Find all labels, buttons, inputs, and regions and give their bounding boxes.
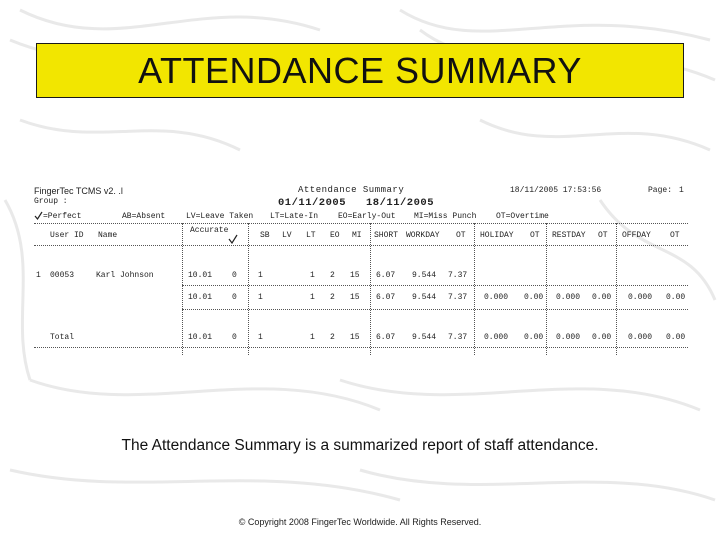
- row-lt: 1: [310, 293, 315, 302]
- row-accurate: 10.01: [188, 271, 213, 280]
- row-eo: 2: [330, 271, 335, 280]
- row-short: 6.07: [376, 293, 396, 302]
- row-workday: 9.544: [412, 333, 437, 342]
- legend-perfect: =Perfect: [43, 212, 82, 221]
- row-holiday-ot: 0.00: [524, 333, 544, 342]
- row-lv: 1: [258, 293, 263, 302]
- check-icon: [228, 234, 238, 244]
- row-holiday: 0.000: [484, 293, 509, 302]
- row-offday: 0.000: [628, 293, 653, 302]
- row-offday-ot: 0.00: [666, 293, 686, 302]
- col-mi: MI: [352, 231, 362, 240]
- row-sb: 0: [232, 293, 237, 302]
- legend-leave: LV=Leave Taken: [186, 212, 254, 221]
- slide-caption: The Attendance Summary is a summarized report of staff attendance.: [121, 437, 599, 454]
- page-label: Page:: [648, 186, 673, 195]
- row-offday: 0.000: [628, 333, 653, 342]
- row-ot: 7.37: [448, 271, 468, 280]
- row-offday-ot: 0.00: [666, 333, 686, 342]
- row-lt: 1: [310, 333, 315, 342]
- row-restday-ot: 0.00: [592, 293, 612, 302]
- col-eo: EO: [330, 231, 340, 240]
- row-sb: 0: [232, 271, 237, 280]
- report-title: Attendance Summary: [298, 185, 405, 195]
- row-restday: 0.000: [556, 293, 581, 302]
- row-ot: 7.37: [448, 293, 468, 302]
- group-label: Group :: [34, 197, 68, 206]
- col-lv: LV: [282, 231, 292, 240]
- row-holiday: 0.000: [484, 333, 509, 342]
- col-restday: RESTDAY: [552, 231, 586, 240]
- col-workday: WORKDAY: [406, 231, 440, 240]
- row-lv: 1: [258, 333, 263, 342]
- row-accurate: 10.01: [188, 333, 213, 342]
- row-short: 6.07: [376, 271, 396, 280]
- row-name: Karl Johnson: [96, 271, 154, 280]
- row-short: 6.07: [376, 333, 396, 342]
- row-mi: 15: [350, 333, 360, 342]
- col-ot: OT: [456, 231, 466, 240]
- row-mi: 15: [350, 271, 360, 280]
- row-accurate: 10.01: [188, 293, 213, 302]
- row-ot: 7.37: [448, 333, 468, 342]
- row-holiday-ot: 0.00: [524, 293, 544, 302]
- row-restday-ot: 0.00: [592, 333, 612, 342]
- row-restday: 0.000: [556, 333, 581, 342]
- col-sb: SB: [260, 231, 270, 240]
- row-total-label: Total: [50, 333, 75, 342]
- row-lt: 1: [310, 271, 315, 280]
- row-eo: 2: [330, 333, 335, 342]
- col-user-id: User ID: [50, 231, 84, 240]
- row-sb: 0: [232, 333, 237, 342]
- slide-title: ATTENDANCE SUMMARY: [138, 49, 582, 91]
- col-holiday: HOLIDAY: [480, 231, 514, 240]
- legend-late: LT=Late-In: [270, 212, 319, 221]
- attendance-report: [34, 185, 688, 355]
- app-name: FingerTec TCMS v2. .l: [34, 186, 123, 196]
- col-offday: OFFDAY: [622, 231, 651, 240]
- col-holiday-ot: OT: [530, 231, 540, 240]
- copyright-footer: © Copyright 2008 FingerTec Worldwide. All Rights Reserved.: [238, 517, 482, 527]
- col-accurate: Accurate: [190, 226, 229, 235]
- col-name: Name: [98, 231, 118, 240]
- slide-title-box: [36, 43, 684, 98]
- legend-absent: AB=Absent: [122, 212, 166, 221]
- period-start: 01/11/2005: [278, 197, 347, 209]
- print-date: 18/11/2005 17:53:56: [510, 186, 602, 195]
- row-eo: 2: [330, 293, 335, 302]
- row-workday: 9.544: [412, 293, 437, 302]
- legend-early: EO=Early-Out: [338, 212, 396, 221]
- col-offday-ot: OT: [670, 231, 680, 240]
- row-user-id: 00053: [50, 271, 75, 280]
- check-icon: [34, 211, 43, 220]
- row-no: 1: [36, 271, 41, 280]
- row-lv: 1: [258, 271, 263, 280]
- col-restday-ot: OT: [598, 231, 608, 240]
- row-workday: 9.544: [412, 271, 437, 280]
- period-end: 18/11/2005: [366, 197, 435, 209]
- legend-overtime: OT=Overtime: [496, 212, 549, 221]
- legend-miss: MI=Miss Punch: [414, 212, 477, 221]
- col-lt: LT: [306, 231, 316, 240]
- col-short: SHORT: [374, 231, 399, 240]
- page-number: 1: [679, 186, 684, 195]
- row-mi: 15: [350, 293, 360, 302]
